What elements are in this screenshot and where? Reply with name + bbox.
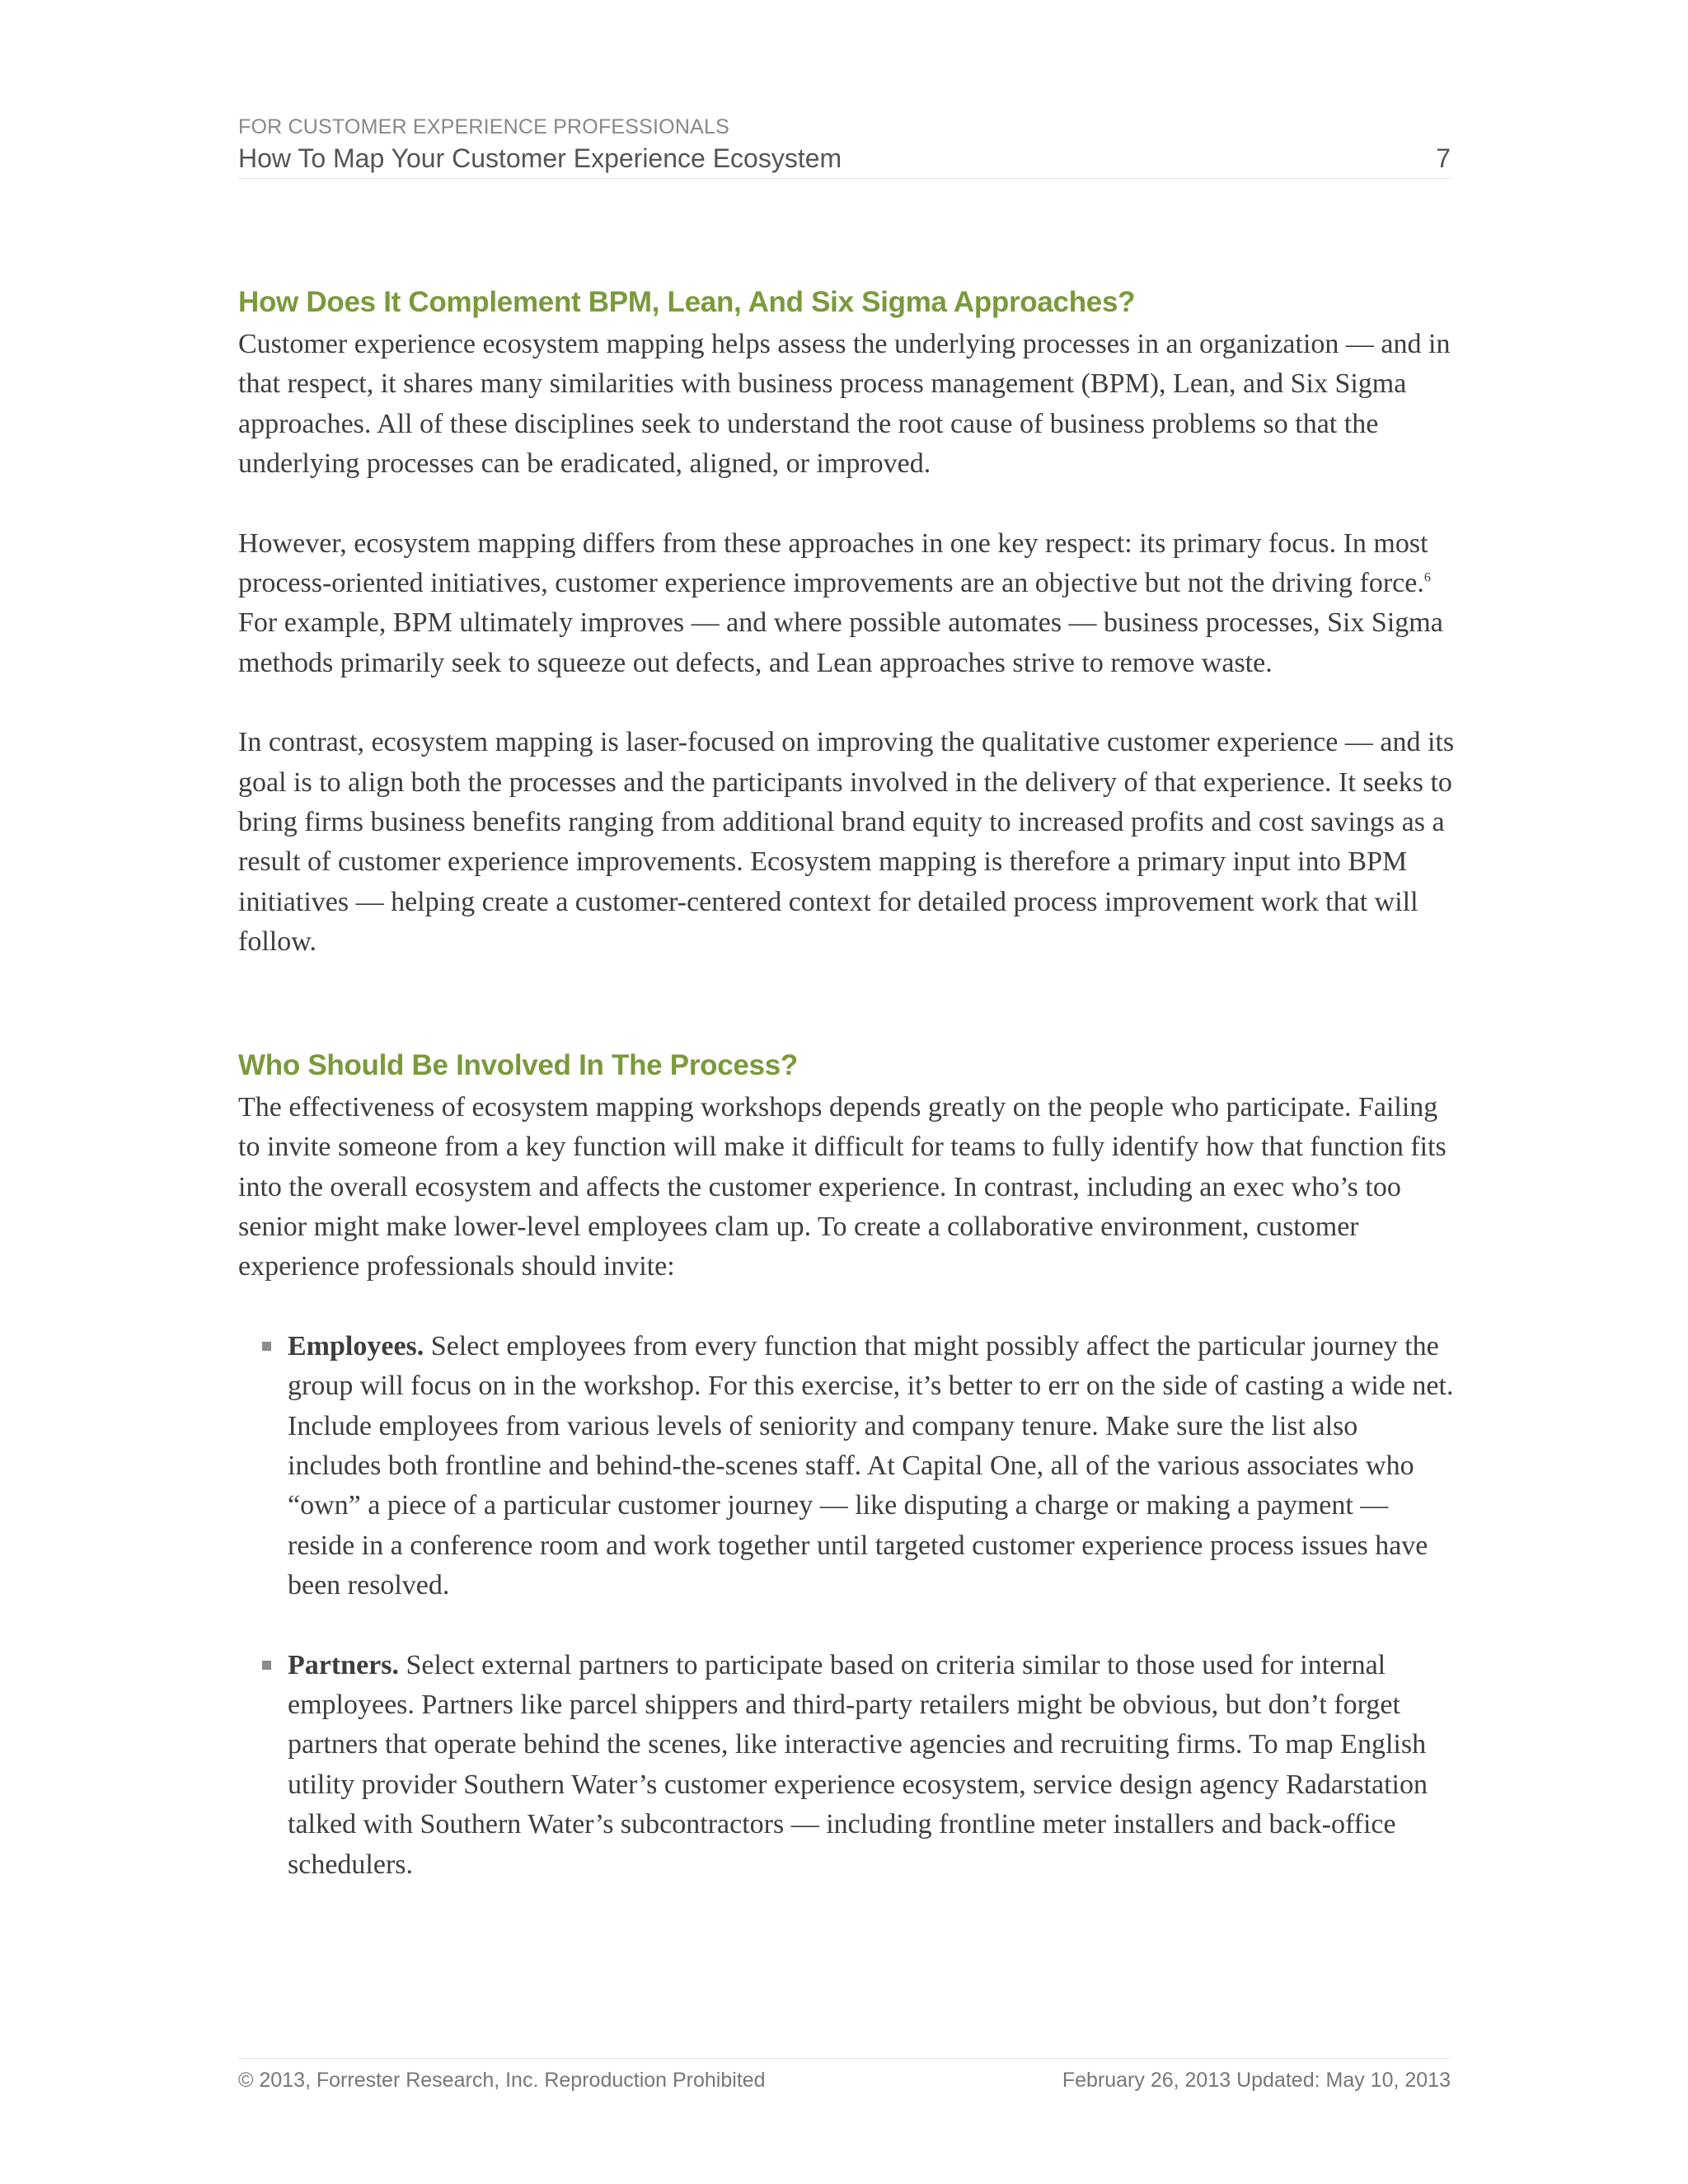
page-header xyxy=(238,115,1451,179)
bullet-term: Employees. xyxy=(288,1330,424,1361)
bullet-list xyxy=(238,1327,1466,1885)
publication-date: February 26, 2013 Updated: May 10, 2013 xyxy=(1062,2069,1451,2092)
page-content xyxy=(238,280,1466,1885)
bullet-term: Partners. xyxy=(288,1649,400,1680)
section-bpm-comparison xyxy=(238,280,1466,963)
body-paragraph: Customer experience ecosystem mapping helps assess the underlying processes in an organization — and in that respect, it shares many similarities with business process management (BPM), Lean, and Six Sigma approaches. All of these disciplines seek to understand the root cause of business problems so that the underlying processes can be eradicated, aligned, or improved. xyxy=(238,329,1451,480)
paragraph-text: However, ecosystem mapping differs from these approaches in one key respect: its primary focus. In most process-oriented initiatives, customer experience improvements are an objective but not the driving force. xyxy=(238,527,1428,599)
section-heading: Who Should Be Involved In The Process? xyxy=(238,1048,798,1081)
body-paragraph xyxy=(238,524,1458,684)
footnote-marker: 6 xyxy=(1423,570,1431,585)
list-item xyxy=(238,1646,1458,1885)
copyright-notice: © 2013, Forrester Research, Inc. Reproduction Prohibited xyxy=(238,2069,766,2092)
bullet-square-icon xyxy=(262,1661,271,1670)
body-paragraph: In contrast, ecosystem mapping is laser-focused on improving the qualitative customer experience — and its goal is to align both the processes and the participants involved in the delivery of that experience. It seeks to bring firms business benefits ranging from additional brand equity to increased profits and cost savings as a result of customer experience improvements. Ecosystem mapping is therefore a primary input into BPM initiatives — helping create a customer-centered context for detailed process improvement work that will follow. xyxy=(238,727,1455,958)
body-paragraph: The effectiveness of ecosystem mapping workshops depends greatly on the people who participate. Failing to invite someone from a key function will make it difficult for teams to fully identify how that function fits into the overall ecosystem and affects the customer experience. In contrast, including an exec who’s too senior might make lower-level employees clam up. To create a collaborative environment, customer experience professionals should invite: xyxy=(238,1091,1447,1282)
paragraph-text: For example, BPM ultimately improves — and where possible automates — business processes, Six Sigma methods primarily seek to squeeze out defects, and Lean approaches strive to remove waste. xyxy=(238,607,1443,678)
list-item xyxy=(238,1327,1458,1606)
header-kicker: FOR CUSTOMER EXPERIENCE PROFESSIONALS xyxy=(238,115,729,138)
page-number: 7 xyxy=(1436,143,1451,173)
page-footer xyxy=(238,2058,1451,2095)
bullet-text: Select external partners to participate based on criteria similar to those used for internal employees. Partners like parcel shippers and third-party retailers might be obvious, but don’t forget partners that operate behind the scenes, like interactive agencies and recruiting firms. To map English utility provider Southern Water’s customer experience ecosystem, service design agency Radarstation talked with Southern Water’s subcontractors — including frontline meter installers and back-office schedulers. xyxy=(288,1649,1428,1880)
bullet-text: Select employees from every function that might possibly affect the particular journey the group will focus on in the workshop. For this exercise, it’s better to err on the side of casting a wide net. Include employees from various levels of seniority and company tenure. Make sure the list also includes both frontline and behind-the-scenes staff. At Capital One, all of the various associates who “own” a piece of a particular customer journey — like disputing a charge or making a payment — reside in a conference room and work together until targeted customer experience process issues have been resolved. xyxy=(288,1330,1454,1601)
section-heading: How Does It Complement BPM, Lean, And Six Sigma Approaches? xyxy=(238,286,1136,318)
section-participants xyxy=(238,1043,1466,1885)
bullet-square-icon xyxy=(262,1342,271,1351)
document-title: How To Map Your Customer Experience Ecosystem xyxy=(238,143,842,173)
